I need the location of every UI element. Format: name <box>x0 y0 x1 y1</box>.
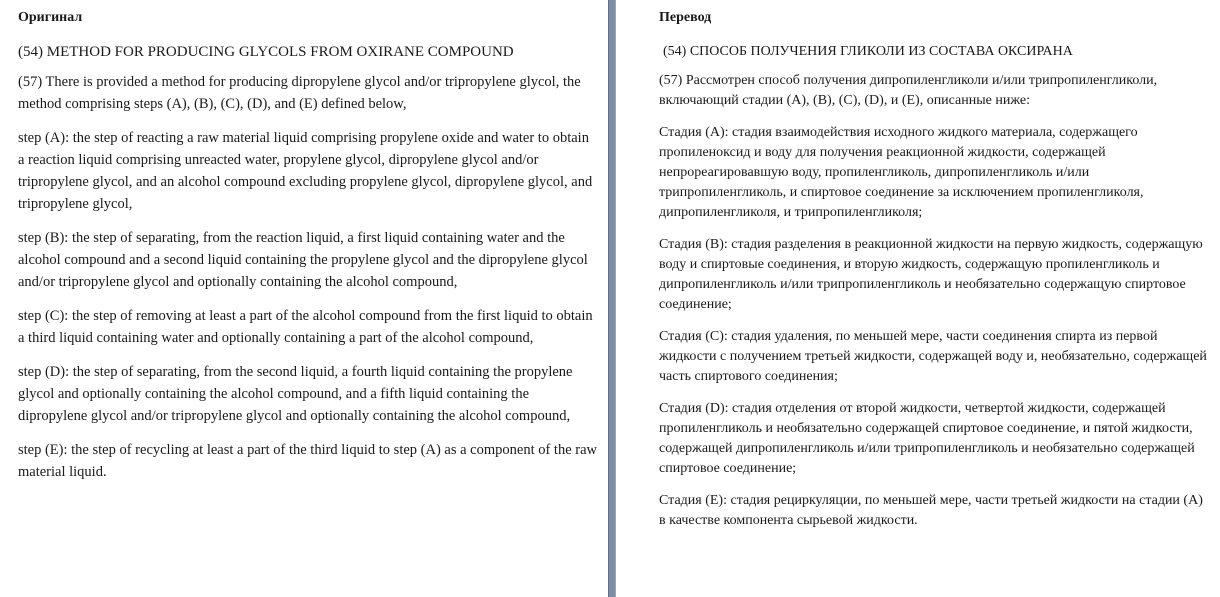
original-step-a: step (A): the step of reacting a raw material liquid comprising propylene oxide and water to obtain a reaction liquid comprising unreacted water, propylene glycol, dipropylene glycol and/or tripropylene glycol, and an alcohol compound excluding propylene glycol, dipropylene glycol, and tripropylene glycol, <box>18 130 593 212</box>
original-step-e: step (E): the step of recycling at least a part of the third liquid to step (A) as a component of the raw material liquid. <box>18 442 598 480</box>
original-step-d: step (D): the step of separating, from the second liquid, a fourth liquid containing the propylene glycol and optionally containing the alcohol compound, and a fifth liquid containing the dipropylene glycol and/or tripropylene glycol and optionally containing the alcohol compound, <box>18 364 573 424</box>
original-abstract: (57) There is provided a method for producing dipropylene glycol and/or tripropylene glycol, the method comprising steps (A), (B), (C), (D), and (E) defined below, <box>18 74 581 112</box>
translation-step-d: Стадия (D): стадия отделения от второй жидкости, четвертой жидкости, содержащей пропиленгликоль и необязательно содержащей спиртовое соединение, и пятой жидкости, содержащей дипропиленгликоль и/или трипропиленгликоль и необязательно содержащей спиртовое соединение; <box>659 401 1195 476</box>
translation-step-a: Стадия (A): стадия взаимодействия исходного жидкого материала, содержащего пропиленоксид и воду для получения реакционной жидкости, содержащей непрореагировавшую воду, пропиленгликоль, дипропиленгликоль и/или трипропиленгликоль, и спиртовое соединение за исключением пропиленгликоля, дипропиленгликоля, и трипропиленгликоля; <box>659 125 1144 220</box>
original-step-b: step (B): the step of separating, from the reaction liquid, a first liquid containing water and the alcohol compound and a second liquid containing the propylene glycol and the dipropylene glycol and/or tripropylene glycol and optionally containing the alcohol compound, <box>18 230 588 290</box>
original-pane <box>0 0 608 597</box>
original-heading: Оригинал <box>18 10 83 25</box>
translation-heading: Перевод <box>659 10 712 25</box>
translation-pane <box>616 0 1220 597</box>
translation-step-b: Стадия (B): стадия разделения в реакционной жидкости на первую жидкость, содержащую воду и спиртовые соединения, и вторую жидкость, содержащую пропиленгликоль и дипропиленгликоль и/или трипропиленгликоль и необязательно содержащую спиртовое соединение; <box>659 237 1203 312</box>
original-title: (54) METHOD FOR PRODUCING GLYCOLS FROM OXIRANE COMPOUND <box>18 44 514 60</box>
translation-abstract: (57) Рассмотрен способ получения дипропиленгликоли и/или трипропиленгликоли, включающий стадии (A), (B), (C), (D), и (E), описанные ниже: <box>659 73 1158 108</box>
translation-step-c: Стадия (C): стадия удаления, по меньшей мере, части соединения спирта из первой жидкости с получением третьей жидкости, содержащей воду и, необязательно, содержащей часть спиртового соединения; <box>659 329 1207 384</box>
pane-splitter[interactable] <box>608 0 616 597</box>
original-step-c: step (C): the step of removing at least a part of the alcohol compound from the first liquid to obtain a third liquid containing water and optionally containing a part of the alcohol compound, <box>18 308 593 346</box>
translation-title: (54) СПОСОБ ПОЛУЧЕНИЯ ГЛИКОЛИ ИЗ СОСТАВА ОКСИРАНА <box>663 44 1073 59</box>
translation-step-e: Стадия (E): стадия рециркуляции, по меньшей мере, части третьей жидкости на стадии (A) в качестве компонента сырьевой жидкости. <box>659 493 1203 528</box>
